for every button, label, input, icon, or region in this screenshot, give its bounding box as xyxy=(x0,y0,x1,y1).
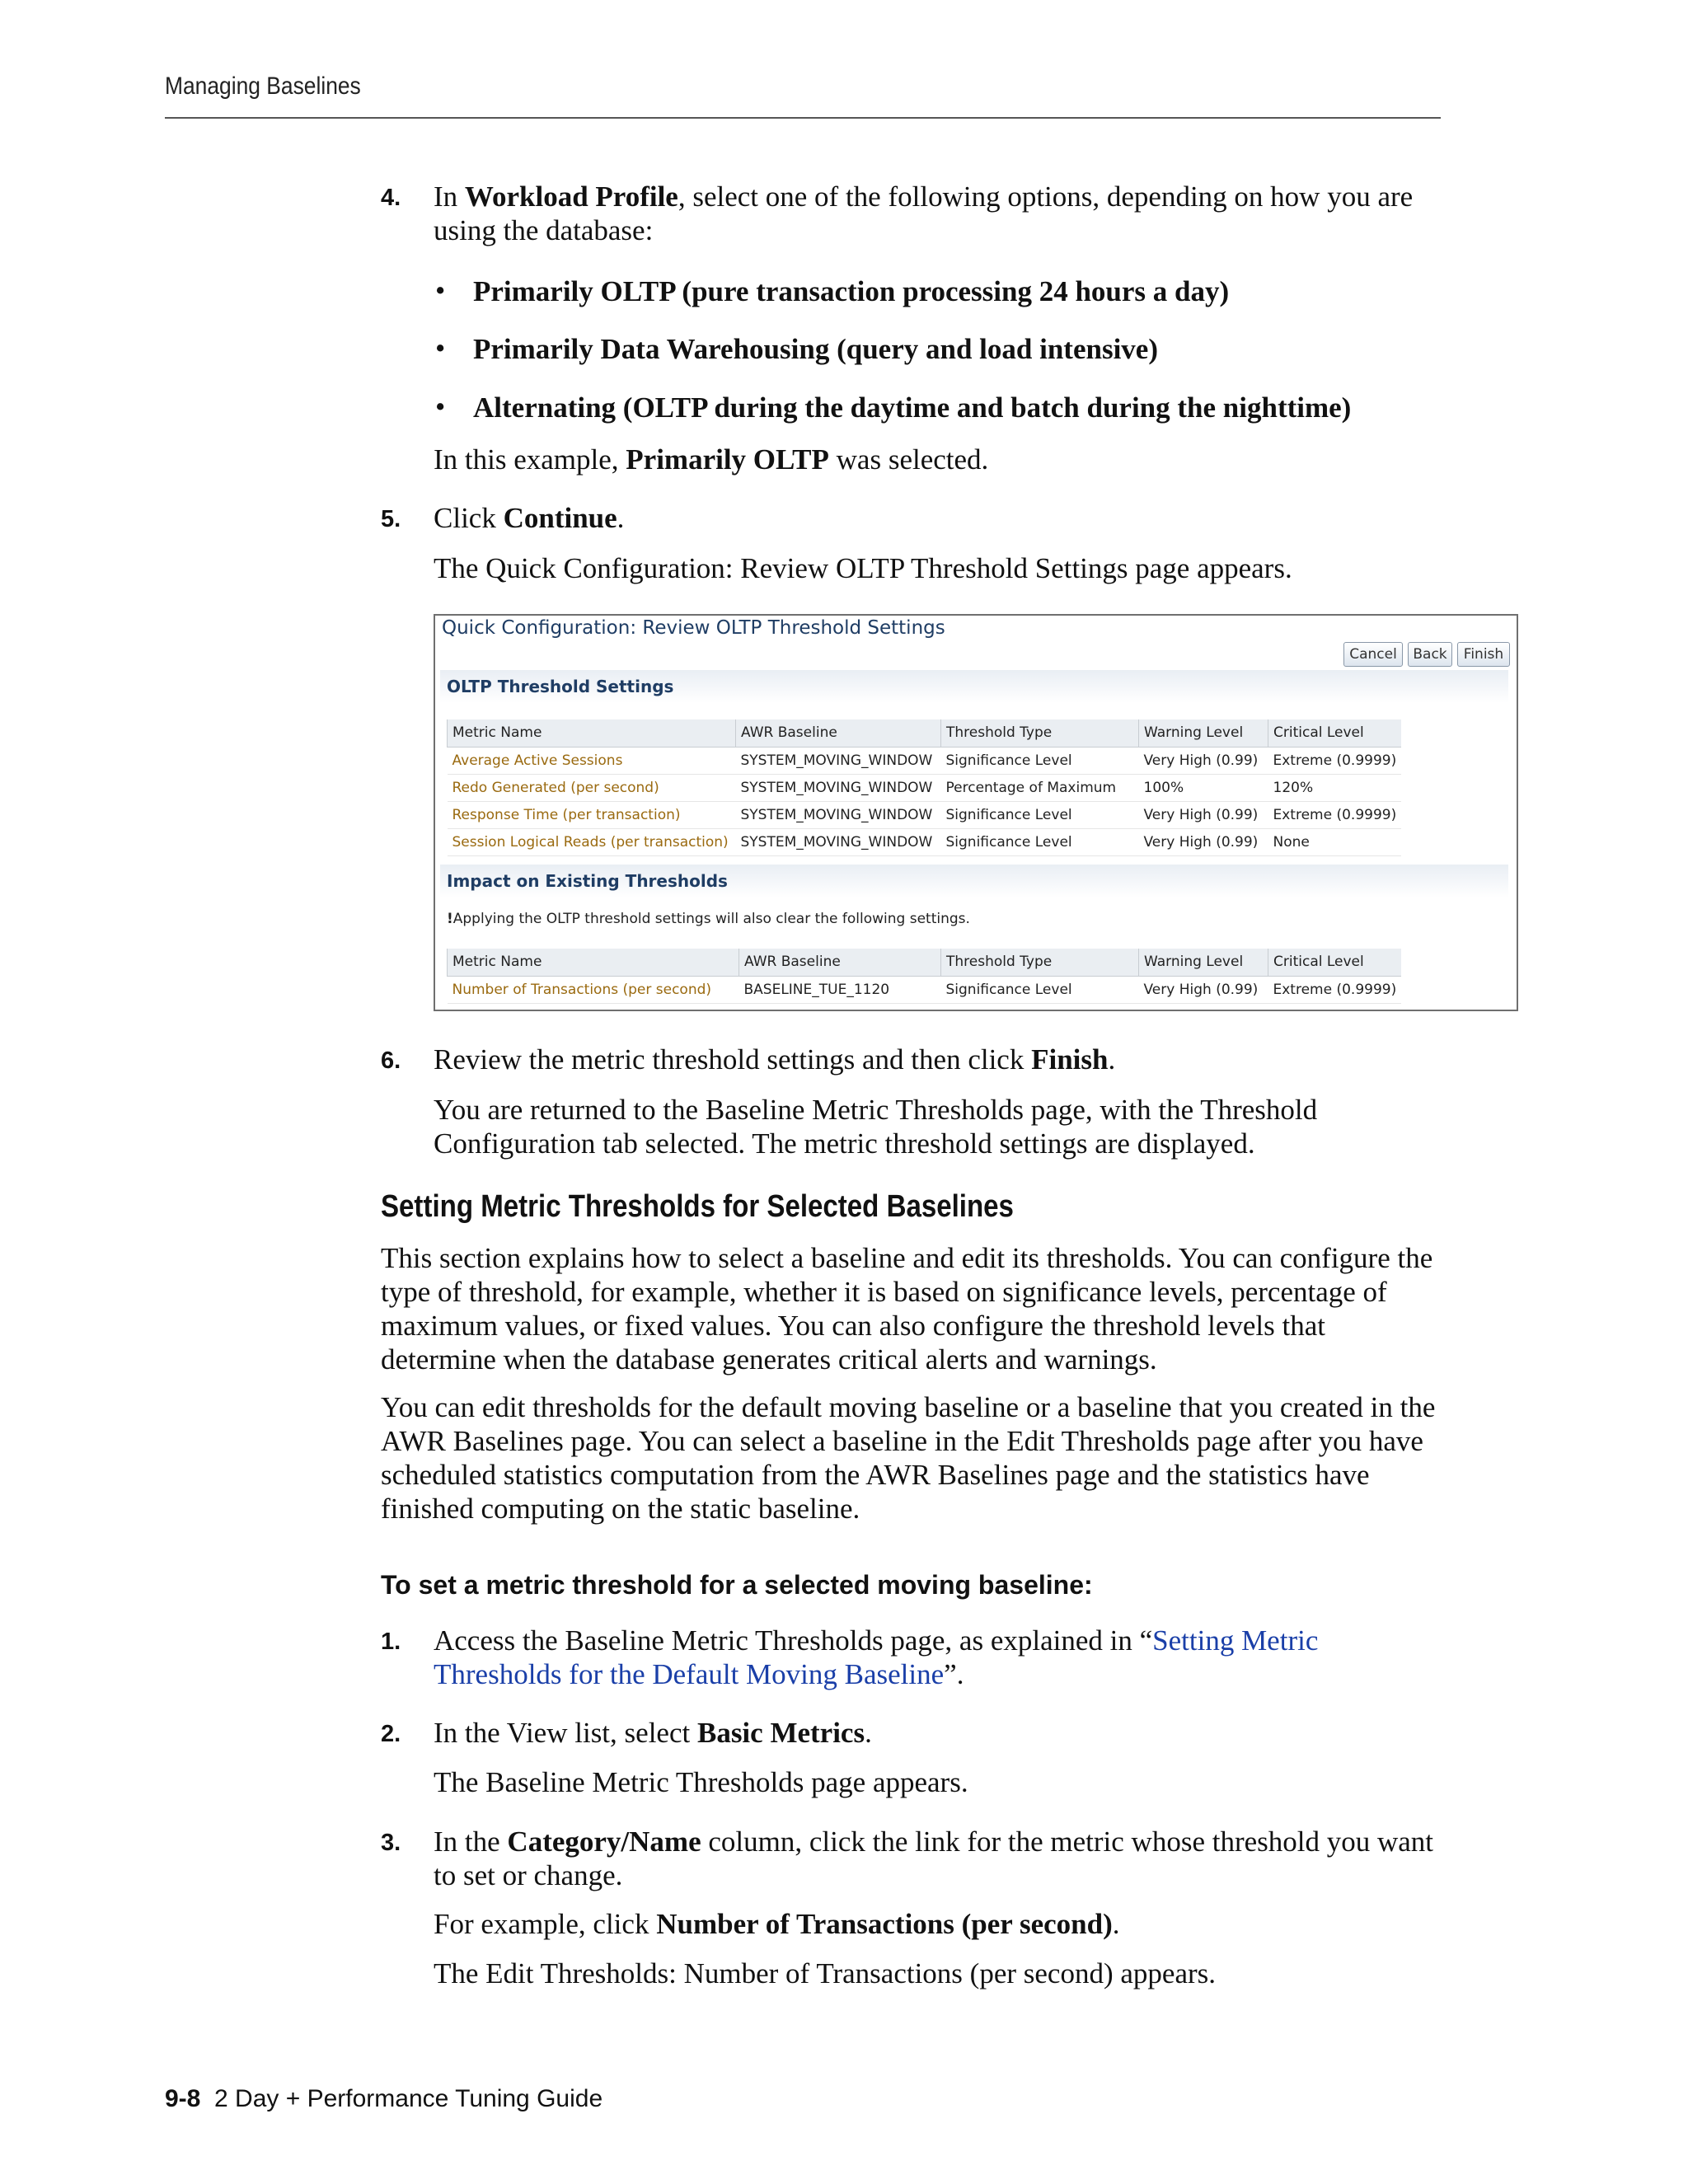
table-row xyxy=(448,747,1402,774)
metric-link[interactable]: Response Time (per transaction) xyxy=(448,801,736,828)
cell: Very High (0.99) xyxy=(1139,828,1268,855)
oltp-settings-heading: OLTP Threshold Settings xyxy=(447,677,674,696)
step-5-text: Click Continue. xyxy=(434,502,625,534)
screenshot-title: Quick Configuration: Review OLTP Threshold Settings xyxy=(442,617,945,639)
bullet-icon: • xyxy=(435,332,446,364)
cell: Very High (0.99) xyxy=(1139,801,1268,828)
col-critical-level: Critical Level xyxy=(1268,949,1402,976)
step-5-number: 5. xyxy=(381,506,401,532)
cell: Extreme (0.9999) xyxy=(1268,976,1402,1003)
cell: 100% xyxy=(1139,774,1268,801)
cell: SYSTEM_MOVING_WINDOW xyxy=(736,747,941,774)
proc-step-3-result: The Edit Thresholds: Number of Transactions (per second) appears. xyxy=(434,1957,1216,1990)
cell: Extreme (0.9999) xyxy=(1268,747,1402,774)
review-oltp-screenshot xyxy=(434,614,1518,1011)
metric-link[interactable]: Number of Transactions (per second) xyxy=(448,976,739,1003)
table-header-row xyxy=(448,719,1402,747)
cell: SYSTEM_MOVING_WINDOW xyxy=(736,801,941,828)
cell: Very High (0.99) xyxy=(1139,976,1268,1003)
cell: Extreme (0.9999) xyxy=(1268,801,1402,828)
procedure-heading: To set a metric threshold for a selected moving baseline: xyxy=(381,1570,1093,1600)
cell: Significance Level xyxy=(941,828,1139,855)
metric-link[interactable]: Average Active Sessions xyxy=(448,747,736,774)
default-moving-baseline-link[interactable]: Setting Metric Thresholds for the Default Moving Baseline xyxy=(434,1624,1319,1690)
back-button[interactable]: Back xyxy=(1408,642,1452,667)
option-alternating: Alternating (OLTP during the daytime and batch during the nighttime) xyxy=(473,391,1352,424)
book-title: 2 Day + Performance Tuning Guide xyxy=(214,2085,603,2112)
cell: 120% xyxy=(1268,774,1402,801)
metric-link[interactable]: Redo Generated (per second) xyxy=(448,774,736,801)
cancel-button[interactable]: Cancel xyxy=(1343,642,1403,667)
section-paragraph-1: This section explains how to select a baseline and edit its thresholds. You can configure the type of threshold, for example, whether it is based on significance levels, percentage of maximum values, or fixed values. You can also configure the threshold levels that determine when the database generates critical alerts and warnings. xyxy=(381,1242,1433,1376)
cell: SYSTEM_MOVING_WINDOW xyxy=(736,828,941,855)
impact-table xyxy=(447,949,1401,1004)
cell: Percentage of Maximum xyxy=(941,774,1139,801)
col-awr-baseline: AWR Baseline xyxy=(736,719,941,747)
table-row xyxy=(448,976,1402,1003)
proc-step-2-result: The Baseline Metric Thresholds page appears. xyxy=(434,1766,968,1798)
metric-link[interactable]: Session Logical Reads (per transaction) xyxy=(448,828,736,855)
step-6-number: 6. xyxy=(381,1047,401,1074)
oltp-settings-table xyxy=(447,719,1401,856)
table-row xyxy=(448,774,1402,801)
proc-step-2-number: 2. xyxy=(381,1721,401,1747)
warning-icon: ! xyxy=(447,911,453,927)
option-oltp: Primarily OLTP (pure transaction processing 24 hours a day) xyxy=(473,275,1230,307)
col-awr-baseline: AWR Baseline xyxy=(739,949,941,976)
option-data-warehousing: Primarily Data Warehousing (query and load intensive) xyxy=(473,333,1158,365)
proc-step-3-text: In the Category/Name column, click the link for the metric whose threshold you want to set or change. xyxy=(434,1825,1434,1891)
col-metric-name: Metric Name xyxy=(448,949,739,976)
col-threshold-type: Threshold Type xyxy=(941,719,1139,747)
section-paragraph-2: You can edit thresholds for the default moving baseline or a baseline that you created in the AWR Baselines page. You can select a baseline in the Edit Thresholds page after you have scheduled statistics computation from the AWR Baselines page and the statistics have finished computing on the static baseline. xyxy=(381,1391,1436,1525)
col-warning-level: Warning Level xyxy=(1139,949,1268,976)
col-warning-level: Warning Level xyxy=(1139,719,1268,747)
finish-button[interactable]: Finish xyxy=(1457,642,1510,667)
step-6-result: You are returned to the Baseline Metric Thresholds page, with the Threshold Configuration tab selected. The metric threshold settings are displayed. xyxy=(434,1094,1318,1160)
running-header: Managing Baselines xyxy=(165,73,361,100)
cell: BASELINE_TUE_1120 xyxy=(739,976,941,1003)
impact-heading: Impact on Existing Thresholds xyxy=(447,871,728,891)
proc-step-1-text: Access the Baseline Metric Thresholds page, as explained in “Setting Metric Thresholds for the Default Moving Baseline”. xyxy=(434,1624,1319,1690)
cell: None xyxy=(1268,828,1402,855)
page-number: 9-8 xyxy=(165,2085,201,2112)
cell: SYSTEM_MOVING_WINDOW xyxy=(736,774,941,801)
table-row xyxy=(448,801,1402,828)
cell: Significance Level xyxy=(941,801,1139,828)
bullet-icon: • xyxy=(435,274,446,307)
proc-step-1-number: 1. xyxy=(381,1629,401,1655)
proc-step-3-number: 3. xyxy=(381,1830,401,1856)
step-5-result: The Quick Configuration: Review OLTP Threshold Settings page appears. xyxy=(434,552,1292,584)
warning-message: !Applying the OLTP threshold settings will also clear the following settings. xyxy=(447,911,970,927)
col-threshold-type: Threshold Type xyxy=(941,949,1139,976)
cell: Very High (0.99) xyxy=(1139,747,1268,774)
proc-step-3-example: For example, click Number of Transactions (per second). xyxy=(434,1908,1120,1940)
table-row xyxy=(448,828,1402,855)
page-footer xyxy=(165,2085,603,2113)
step-4-text: In Workload Profile, select one of the following options, depending on how you are using the database: xyxy=(434,180,1414,246)
section-heading: Setting Metric Thresholds for Selected Baselines xyxy=(381,1189,1014,1224)
table-header-row xyxy=(448,949,1402,976)
col-critical-level: Critical Level xyxy=(1268,719,1402,747)
step-4-example: In this example, Primarily OLTP was selected. xyxy=(434,443,989,476)
step-4-number: 4. xyxy=(381,185,401,211)
col-metric-name: Metric Name xyxy=(448,719,736,747)
step-6-text: Review the metric threshold settings and then click Finish. xyxy=(434,1043,1116,1076)
bullet-icon: • xyxy=(435,391,446,423)
header-divider xyxy=(165,117,1441,119)
cell: Significance Level xyxy=(941,976,1139,1003)
cell: Significance Level xyxy=(941,747,1139,774)
proc-step-2-text: In the View list, select Basic Metrics. xyxy=(434,1717,872,1749)
